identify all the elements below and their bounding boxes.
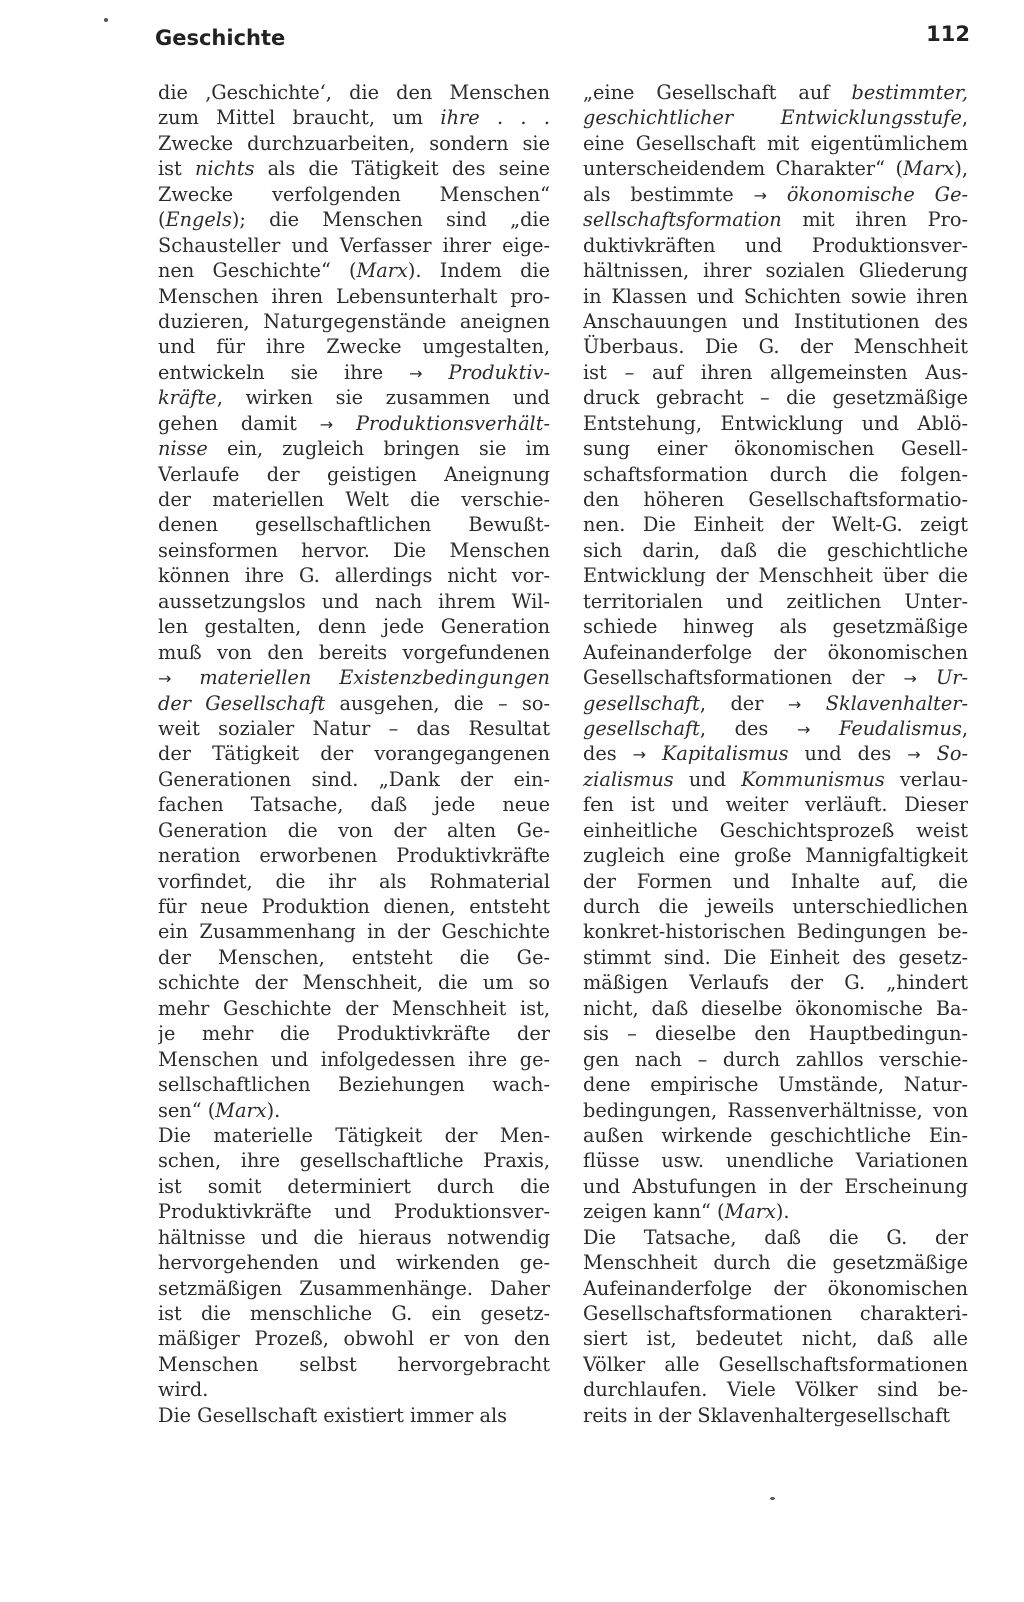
text-line [583,207,968,232]
text-segment [646,742,662,765]
text-segment: der Tätigkeit der vorangegangenen [158,742,550,766]
text-segment: nicht, daß dieselbe ökonomische Ba- [583,996,968,1020]
text-segment: zugleich eine große Mannigfaltigkeit [583,844,968,868]
text-segment: und [673,767,742,791]
text-line [583,1225,968,1250]
italic-term: zialismus [583,767,674,791]
text-line [583,1276,968,1301]
text-line [158,945,550,970]
text-segment: als die Tätigkeit des seine [254,157,550,181]
text-segment: schichte der Menschheit, die um so [158,971,550,995]
text-line [158,691,550,716]
italic-term: Kapitalismus [662,742,789,766]
text-segment: weit sozialer Natur – das Resultat [158,716,550,740]
text-line [583,284,968,309]
text-segment: territorialen und zeitlichen Unter- [583,589,968,613]
text-segment [333,412,356,435]
text-line [583,614,968,639]
text-line [158,411,550,436]
text-line [158,182,550,207]
text-line [158,80,550,105]
text-segment: zeigen kann“ ( [583,1200,725,1224]
italic-term: Produktionsverhält- [356,411,550,435]
text-segment: Aufeinanderfolge der ökonomischen [583,640,968,664]
text-segment: mit ihren Pro- [781,208,968,232]
cross-reference-arrow: → [796,719,811,739]
text-segment: durchlaufen. Viele Völker sind be- [583,1378,968,1402]
text-segment: , des [699,716,797,740]
text-segment: entwickeln sie ihre [158,360,410,384]
text-line [158,1403,550,1428]
text-segment: Die Gesellschaft existiert immer als [158,1403,508,1427]
text-segment: mehr Geschichte der Menschheit ist, [158,996,550,1020]
italic-term: der Gesellschaft [158,691,326,715]
text-line [158,233,550,258]
text-line [583,309,968,334]
text-segment: sis – dieselbe den Hauptbedingun- [583,1022,968,1046]
text-line [158,640,550,665]
cross-reference-arrow: → [158,669,172,689]
text-column-right [583,80,968,1428]
italic-term: gesellschaft [583,691,700,715]
text-segment: die ‚Geschichte‘, die den Menschen [158,81,550,104]
text-segment: Die materielle Tätigkeit der Men- [158,1123,550,1147]
text-line [158,996,550,1021]
text-line [158,207,550,232]
text-line [583,741,968,766]
text-line [158,1098,550,1123]
text-line [158,1352,550,1377]
text-segment: ). [775,1200,790,1224]
italic-term: ökonomische Ge- [786,182,968,206]
text-line [158,538,550,563]
text-segment: Produktivkräfte und Produktionsver- [158,1200,550,1224]
text-segment: ). [266,1098,281,1122]
cross-reference-arrow: → [319,414,334,434]
text-line [158,105,550,130]
text-segment: mäßiger Prozeß, obwohl er von den [158,1327,550,1351]
text-line [583,1403,968,1428]
text-segment: nen. Die Einheit der Welt-G. zeigt [583,513,968,537]
text-line [583,182,968,207]
text-segment: , [961,716,968,740]
text-column-left [158,80,550,1428]
text-line [158,665,550,690]
text-line [583,538,968,563]
text-segment: Entstehung, Entwicklung und Ablö- [583,411,968,435]
text-segment: Generation die von der alten Ge- [158,818,550,842]
text-segment: Gesellschaftsformationen charakteri- [583,1302,968,1325]
italic-term: ihre . . . [440,106,550,130]
cross-reference-arrow: → [903,669,917,689]
text-line [158,1377,550,1402]
text-segment: druck gebracht – die gesetzmäßige [583,386,968,410]
text-line [583,1301,968,1326]
text-line [583,105,968,130]
text-segment: gehen damit [158,411,320,435]
text-line [158,436,550,461]
text-segment: Aufeinanderfolge der ökonomischen [583,1276,968,1300]
text-segment: ein, zugleich bringen sie im [207,437,550,461]
text-segment: sen“ ( [158,1098,216,1122]
text-segment: Zwecke durchzuarbeiten, sondern sie [158,131,550,155]
text-line [583,691,968,716]
text-segment: Verlaufe der geistigen Aneignung [158,462,550,486]
text-line [158,1123,550,1148]
text-line [158,894,550,919]
text-segment: zum Mittel braucht, um [158,106,441,130]
italic-term: Sklavenhalter- [825,691,968,715]
text-segment [810,717,839,740]
text-line [583,919,968,944]
text-segment: eine Gesellschaft mit eigentümlichem [583,131,968,155]
italic-term: Marx [215,1098,267,1122]
text-segment: dene empirische Umstände, Natur- [583,1073,968,1097]
text-segment [917,666,936,689]
text-line [158,614,550,639]
italic-term: Kommunismus [741,767,885,791]
text-segment: flüsse usw. unendliche Variationen [583,1149,968,1173]
text-segment: je mehr die Produktivkräfte der [158,1022,550,1046]
text-line [158,284,550,309]
text-segment: durch die jeweils unterschiedlichen [583,895,968,918]
italic-term: Produktiv- [448,360,550,384]
text-line [158,767,550,792]
italic-term: sellschaftsformation [583,208,782,232]
text-segment: den höheren Gesellschaftsformatio- [583,488,968,511]
text-line [583,716,968,741]
text-segment: als bestimmte [583,182,754,206]
text-segment: hältnissen, ihrer sozialen Gliederung [583,259,968,283]
text-segment: für neue Produktion dienen, entsteht [158,895,550,918]
text-segment: ist [158,157,196,181]
text-line [158,1326,550,1351]
cross-reference-arrow: → [632,745,647,765]
text-segment: sung einer ökonomischen Gesell- [583,437,968,461]
text-segment: vorfindet, die ihr als Rohmaterial [158,869,550,893]
text-segment: , wirken sie zusammen und [216,386,550,410]
text-segment: außen wirkende geschichtliche Ein- [583,1123,968,1147]
text-segment: Überbaus. Die G. der Menschheit [583,335,968,359]
italic-term: Marx [903,157,955,181]
text-segment: nen Geschichte“ ( [158,259,357,283]
text-line [583,1072,968,1097]
italic-term: So- [936,742,968,766]
text-segment: ist die menschliche G. ein gesetz- [158,1302,550,1325]
text-segment: , der [699,691,788,715]
text-line [158,1301,550,1326]
text-segment: Völker alle Gesellschaftsformationen [583,1352,968,1376]
text-segment: denen gesellschaftlichen Bewußt- [158,513,550,537]
italic-term: bestimmter, [851,81,968,104]
text-line [583,1047,968,1072]
text-line [158,1047,550,1072]
text-line [583,1199,968,1224]
text-segment: in Klassen und Schichten sowie ihren [583,284,968,308]
text-segment: Anschauungen und Institutionen des [583,309,968,333]
cross-reference-arrow: → [907,745,921,765]
text-segment: bedingungen, Rassenverhältnisse, von [583,1098,968,1122]
text-segment: siert ist, bedeutet nicht, daß alle [583,1327,968,1351]
text-segment: len gestalten, denn jede Generation [158,615,550,639]
text-line [158,741,550,766]
text-line [583,665,968,690]
italic-term: Engels [165,208,232,232]
text-segment: der Formen und Inhalte auf, die [583,869,968,893]
italic-term: Feudalismus [839,716,962,740]
text-line [583,1250,968,1275]
text-line [583,487,968,512]
text-segment: Gesellschaftsformationen der [583,666,904,690]
text-segment: sich darin, daß die geschichtliche [583,538,968,562]
text-segment: schaftsformation durch die folgen- [583,462,968,486]
text-segment: ausgehen, die – so- [325,691,550,715]
text-segment: Menschen und infolgedessen ihre ge- [158,1047,550,1071]
text-segment: verlau- [884,767,968,791]
text-line [158,131,550,156]
text-line [158,462,550,487]
text-segment: Menschheit durch die gesetzmäßige [583,1251,968,1275]
text-segment: ), [954,157,968,181]
text-line [158,385,550,410]
ink-speck-bottom [770,1497,775,1500]
text-segment: reits in der Sklavenhaltergesellschaft [583,1403,950,1427]
italic-term: nisse [158,437,208,461]
text-line [158,970,550,995]
text-line [158,1072,550,1097]
text-line [583,411,968,436]
italic-term: kräfte [158,386,217,410]
text-segment [921,742,937,765]
ink-speck-top [104,18,108,22]
italic-term: nichts [195,157,255,181]
text-segment: schiede hinweg als gesetzmäßige [583,615,968,639]
text-line [158,334,550,359]
text-segment: können ihre G. allerdings nicht vor- [158,564,550,588]
text-segment: seinsformen hervor. Die Menschen [158,538,550,562]
text-line [158,716,550,741]
text-segment: ). Indem die [407,259,550,283]
text-segment: Entwicklung der Menschheit über die [583,564,968,588]
text-segment: mäßigen Verlaufs der G. „hindert [583,971,968,995]
text-line [158,512,550,537]
text-line [583,1098,968,1123]
text-segment: hervorgehenden und wirkenden ge- [158,1251,550,1275]
italic-term: gesellschaft [583,716,700,740]
text-segment: und für ihre Zwecke umgestalten, [158,335,550,359]
text-line [583,869,968,894]
text-line [583,156,968,181]
text-line [158,818,550,843]
text-line [583,334,968,359]
text-line [583,894,968,919]
text-segment: ); die Menschen sind „die [231,208,550,232]
text-line [583,589,968,614]
page-header-title: Geschichte [155,26,286,50]
text-segment: duktivkräften und Produktionsver- [583,233,968,257]
cross-reference-arrow: → [753,185,768,205]
text-line [158,1276,550,1301]
text-segment: ist – auf ihren allgemeinsten Aus- [583,360,968,384]
text-segment: der Menschen, entsteht die Ge- [158,945,550,969]
cross-reference-arrow: → [409,363,423,383]
text-line [158,1225,550,1250]
text-segment: Generationen sind. „Dank der ein- [158,767,550,791]
italic-term: Marx [724,1200,776,1224]
text-line [583,1377,968,1402]
text-segment: „eine Gesellschaft auf [583,81,852,104]
text-line [583,385,968,410]
text-line [583,131,968,156]
text-line [158,792,550,817]
text-line [158,1021,550,1046]
text-segment: setzmäßigen Zusammenhänge. Daher [158,1276,550,1300]
text-segment [767,183,787,206]
text-line [583,1123,968,1148]
text-line [158,360,550,385]
text-segment: Schausteller und Verfasser ihrer eige- [158,233,550,257]
text-segment: gen nach – durch zahllos verschie- [583,1047,968,1071]
italic-term: Ur- [936,666,968,690]
text-line [158,1250,550,1275]
page-number: 112 [926,22,970,46]
text-segment: fen ist und weiter verläuft. Dieser [583,793,968,817]
text-line [583,1326,968,1351]
text-line [158,1148,550,1173]
text-segment: muß von den bereits vorgefundenen [158,640,550,664]
text-segment [171,666,199,689]
text-segment: des [583,742,633,766]
text-line [583,792,968,817]
text-segment: neration erworbenen Produktivkräfte [158,844,550,868]
text-segment: Zwecke verfolgenden Menschen“ [158,182,550,206]
italic-term: geschichtlicher Entwicklungsstufe [583,106,962,130]
text-segment: Menschen ihren Lebensunterhalt pro- [158,284,550,308]
text-line [158,843,550,868]
text-segment: sellschaftlichen Beziehungen wach- [158,1073,550,1097]
text-segment: Menschen selbst hervorgebracht [158,1352,550,1376]
text-line [158,487,550,512]
text-segment [423,361,449,384]
text-segment: , [961,106,968,130]
text-line [583,945,968,970]
text-line [583,843,968,868]
text-line [158,589,550,614]
text-segment: ein Zusammenhang in der Geschichte [158,920,550,944]
text-line [158,919,550,944]
text-segment [801,692,825,715]
text-line [158,258,550,283]
text-segment: fachen Tatsache, daß jede neue [158,793,550,817]
text-line [583,233,968,258]
text-segment: Die Tatsache, daß die G. der [583,1225,968,1249]
text-line [158,1199,550,1224]
text-line [583,436,968,461]
text-segment: und Abstufungen in der Erscheinung [583,1174,968,1198]
text-line [583,1174,968,1199]
text-line [583,970,968,995]
text-line [583,258,968,283]
text-line [583,1352,968,1377]
text-line [158,156,550,181]
text-line [158,1174,550,1199]
text-line [583,563,968,588]
text-line [583,80,968,105]
italic-term: materiellen Existenzbedingungen [199,666,550,690]
text-line [583,360,968,385]
text-segment: und des [788,742,908,766]
text-segment: aussetzungslos und nach ihrem Wil- [158,589,550,613]
text-line [583,640,968,665]
text-segment: hältnisse und die hieraus notwendig [158,1225,550,1249]
text-line [583,462,968,487]
text-segment: ist somit determiniert durch die [158,1174,550,1198]
cross-reference-arrow: → [787,694,802,714]
text-line [583,1148,968,1173]
text-segment: konkret-historischen Bedingungen be- [583,920,968,944]
text-segment: wird. [158,1378,209,1402]
text-line [583,1021,968,1046]
text-line [158,563,550,588]
text-line [158,869,550,894]
text-line [158,309,550,334]
text-segment: ( [158,208,166,232]
italic-term: Marx [356,259,408,283]
text-segment: der materiellen Welt die verschie- [158,488,550,511]
text-segment: unterscheidendem Charakter“ ( [583,157,903,181]
text-line [583,767,968,792]
text-line [583,818,968,843]
text-segment: schen, ihre gesellschaftliche Praxis, [158,1149,550,1173]
text-segment: einheitliche Geschichtsprozeß weist [583,818,968,842]
text-segment: duzieren, Naturgegenstände aneignen [158,309,550,333]
text-line [583,512,968,537]
text-segment: stimmt sind. Die Einheit des gesetz- [583,945,968,969]
text-line [583,996,968,1021]
